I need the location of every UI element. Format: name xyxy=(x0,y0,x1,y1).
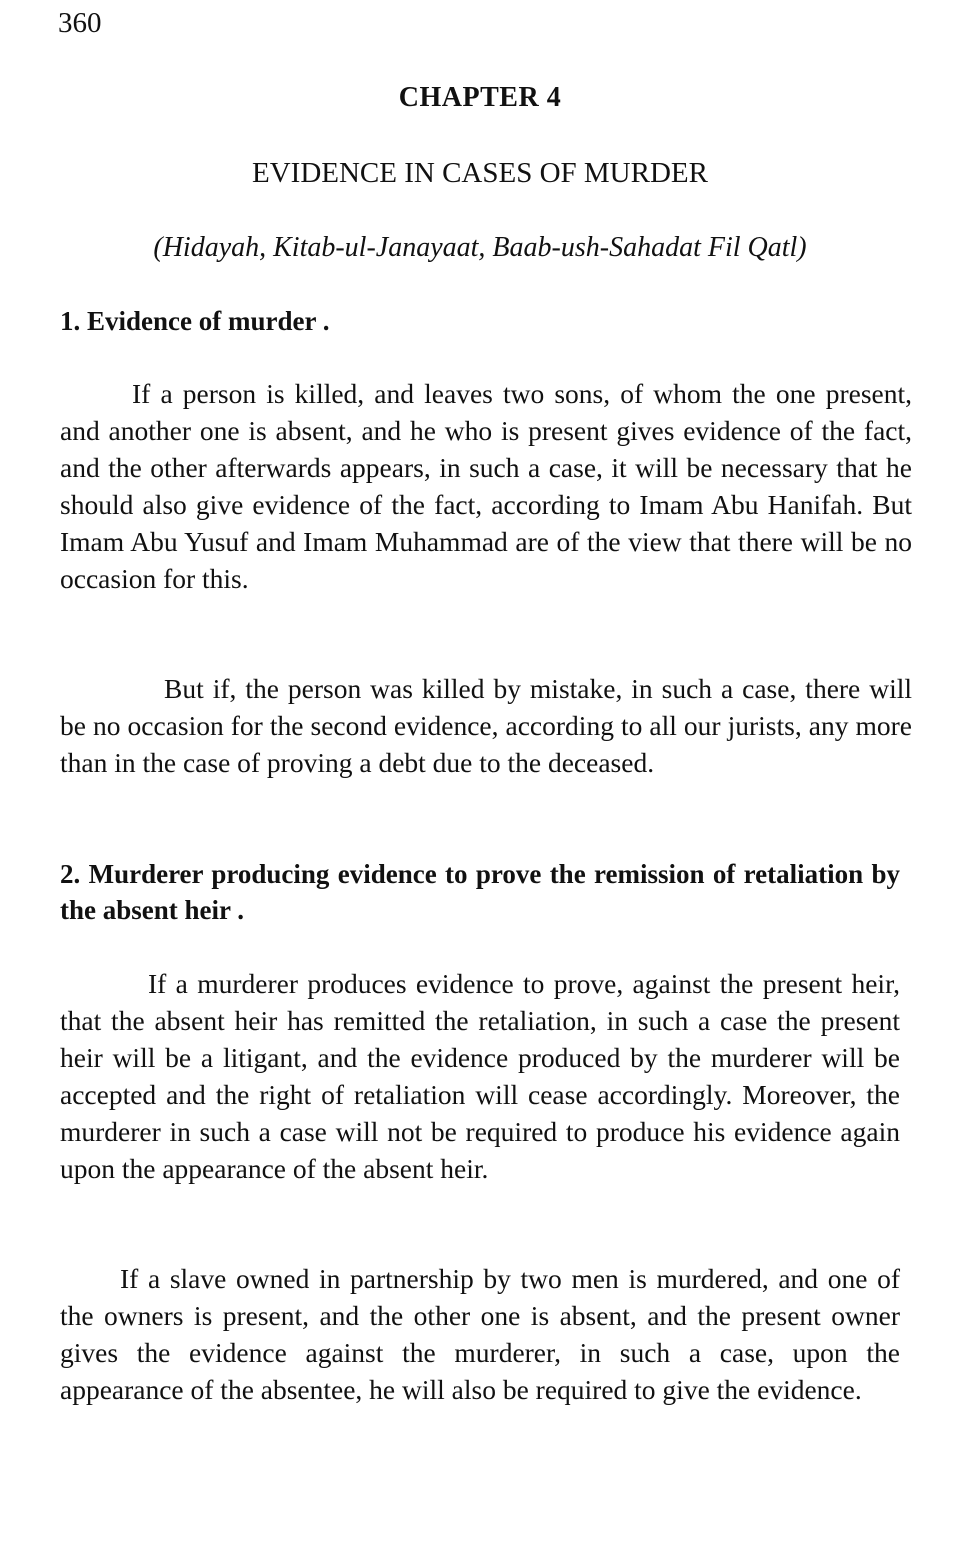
chapter-heading: CHAPTER 4 xyxy=(398,82,562,113)
paragraph-2-1: If a murderer produces evidence to prove, against the present heir, that the absent heir has remitted the retaliation, in such a case the present heir will be a litigant, and the evidence produced by the murderer will be accepted and the right of retaliation will cease accordingly. Moreover, the murderer in such a case will not be required to produce his evidence again upon the appearance of the absent heir. xyxy=(60,968,900,1184)
source-citation: (Hidayah, Kitab-ul-Janayaat, Baab-ush-Sahadat Fil Qatl) xyxy=(153,232,807,263)
chapter-title: EVIDENCE IN CASES OF MURDER xyxy=(252,157,708,189)
paragraph-2-2: If a slave owned in partnership by two men is murdered, and one of the owners is present, and the other one is absent, and the present owner gives the evidence against the murderer, in such a case, upon the appearance of the absentee, he will also be required to give the evidence. xyxy=(60,1263,900,1405)
page-number: 360 xyxy=(58,7,102,39)
section-heading-2: 2. Murderer producing evidence to prove the remission of retaliation by the absent heir . xyxy=(60,859,900,925)
paragraph-1-2: But if, the person was killed by mistake, in such a case, there will be no occasion for the second evidence, according to all our jurists, any more than in the case of proving a debt due to the deceased. xyxy=(60,673,912,778)
paragraph-1-1: If a person is killed, and leaves two sons, of whom the one present, and another one is absent, and he who is present gives evidence of the fact, and the other afterwards appears, in such a case, it will be necessary that he should also give evidence of the fact, according to Imam Abu Hanifah. But Imam Abu Yusuf and Imam Muhammad are of the view that there will be no occasion for this. xyxy=(60,378,912,594)
section-heading-1: 1. Evidence of murder . xyxy=(60,306,330,336)
